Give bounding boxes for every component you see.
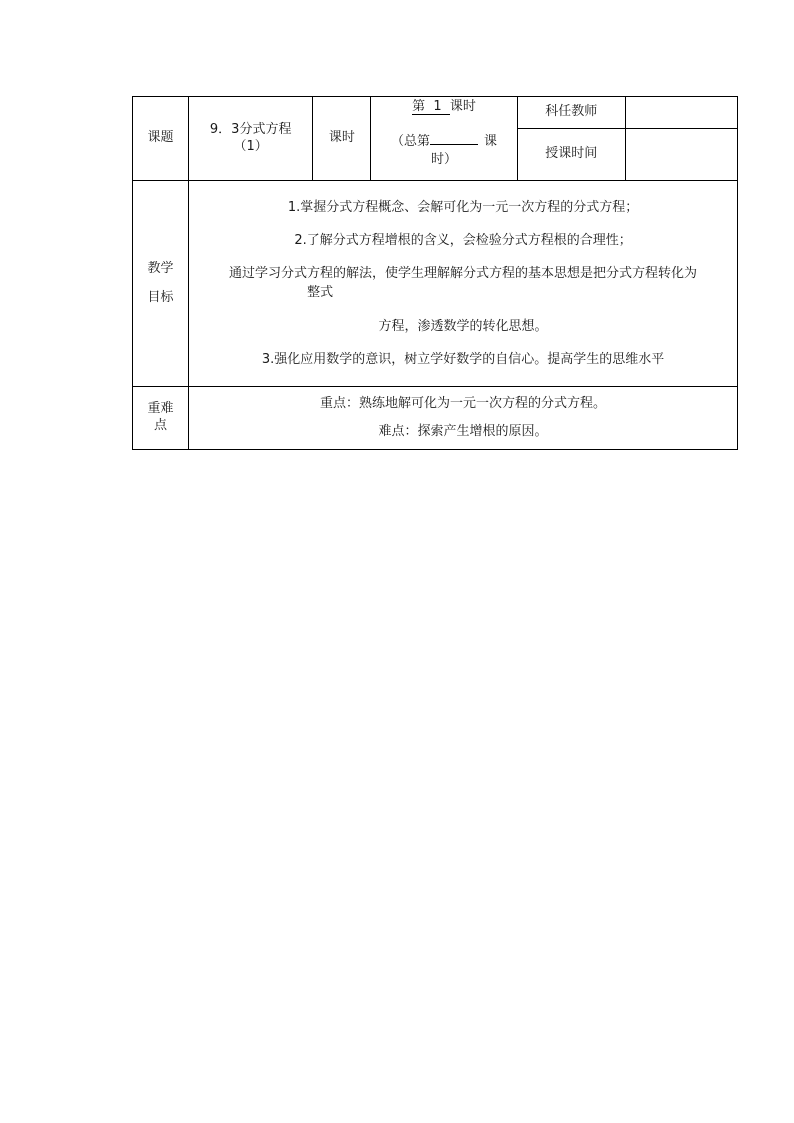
goals-label-line1: 教学	[147, 260, 174, 276]
hours-label-cell	[313, 97, 371, 181]
lesson-number	[371, 99, 516, 116]
goal-item-2: 2.了解分式方程增根的含义，会检验分式方程根的合理性；	[294, 232, 632, 248]
hours-number: 1	[433, 99, 442, 114]
goal-item-3-end: 方程，渗透数学的转化思想。	[378, 318, 548, 334]
topic-title: 9．3分式方程	[209, 121, 292, 137]
teacher-label-cell	[517, 97, 625, 129]
time-label: 授课时间	[545, 146, 598, 162]
topic-subtitle: （1）	[233, 138, 268, 154]
goals-label-cell	[133, 181, 189, 387]
total-blank[interactable]	[430, 131, 478, 145]
topic-label-cell	[133, 97, 189, 181]
hours-label: 课时	[328, 130, 355, 146]
lesson-plan-table	[132, 96, 738, 450]
goals-cell	[189, 181, 738, 387]
key-points-label-line1: 重难	[147, 400, 174, 416]
teacher-label: 科任教师	[545, 104, 598, 120]
goal-item-3: 通过学习分式方程的解法，使学生理解解分式方程的基本思想是把分式方程转化为	[229, 265, 698, 281]
difficulty-point: 难点：探索产生增根的原因。	[378, 424, 548, 439]
total-suffix: 课	[483, 134, 497, 149]
goals-label-line2: 目标	[147, 289, 174, 305]
time-label-cell	[517, 129, 625, 181]
goal-item-4: 3.强化应用数学的意识，树立学好数学的自信心。提高学生的思维水平	[261, 351, 665, 367]
total-suffix-line2: 时）	[430, 152, 457, 167]
key-points-cell	[189, 387, 738, 450]
goal-item-1: 1.掌握分式方程概念、会解可化为一元一次方程的分式方程；	[287, 199, 639, 215]
teacher-value-cell[interactable]	[625, 97, 737, 129]
hours-suffix: 课时	[449, 99, 476, 114]
hours-prefix: 第	[412, 99, 426, 114]
key-points-label-line2: 点	[154, 418, 168, 434]
total-lesson-number	[371, 131, 516, 169]
time-value-cell[interactable]	[625, 129, 737, 181]
topic-label: 课题	[147, 130, 174, 146]
focus-point: 重点：熟练地解可化为一元一次方程的分式方程。	[320, 396, 607, 411]
hours-cell	[371, 97, 517, 181]
total-prefix: （总第	[390, 134, 430, 149]
key-points-label-cell	[133, 387, 189, 450]
goal-item-3-continued: 整式	[307, 284, 334, 300]
topic-title-cell	[189, 97, 313, 181]
